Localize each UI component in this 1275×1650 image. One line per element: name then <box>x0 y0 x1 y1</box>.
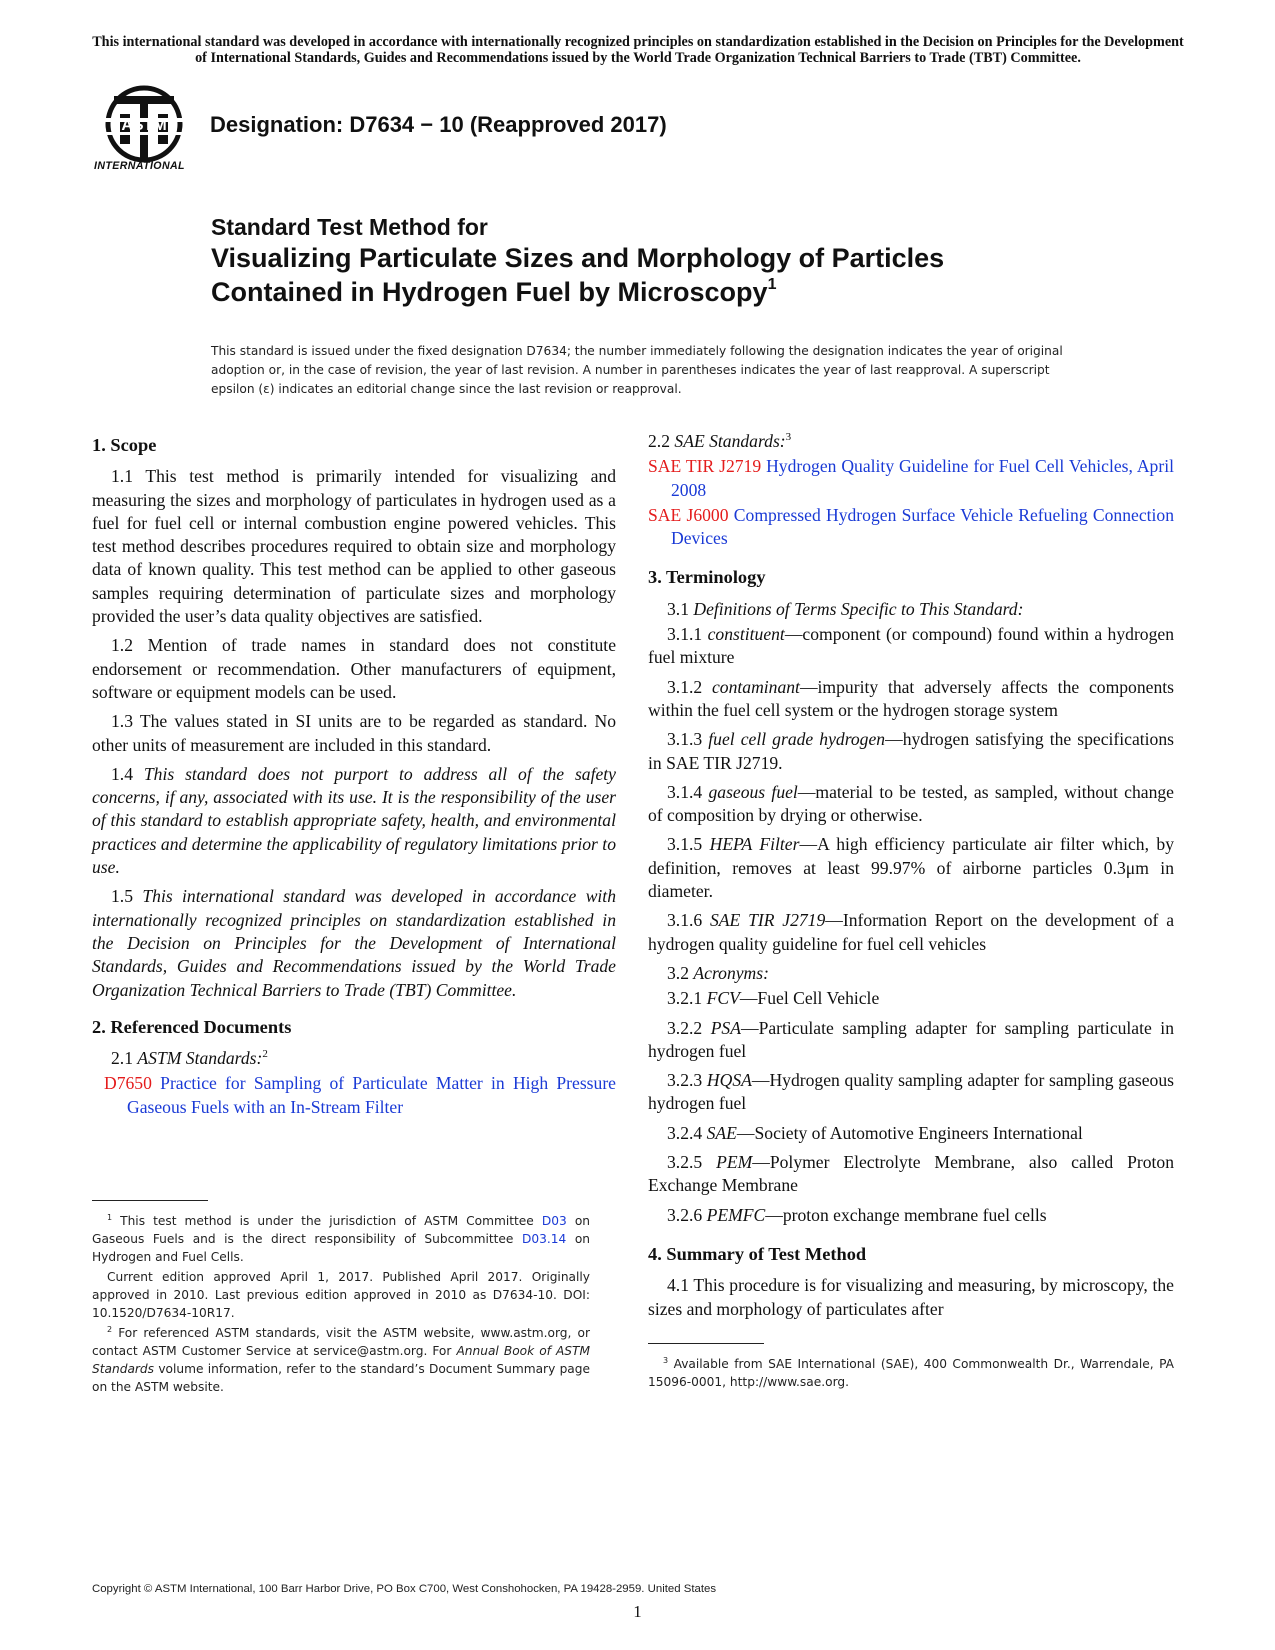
footnote-1-edition: Current edition approved April 1, 2017. Published April 2017. Originally approved in 2010. Last previous edition approved in 2010 as D7634-10. DOI: 10.1520/D7634-10R17. <box>92 1270 590 1320</box>
logo-wordmark: ASTM <box>121 117 167 134</box>
ref-sae-j6000[interactable]: SAE J6000 Compressed Hydrogen Surface Vehicle Refueling Connection Devices <box>648 504 1174 549</box>
acronyms-label: 3.2 Acronyms: <box>667 962 769 983</box>
footnote-1: $^1$ This test method is under the jurisdiction of ASTM Committee D03 on Gaseous Fuels and is the direct responsibility of Subcommittee D03.14 on Hydrogen and Fuel Cells. <box>92 1213 591 1264</box>
footnotes-right <box>648 1355 1174 1393</box>
para-1-4: 1.4 This standard does not purport to address all of the safety concerns, if any, associated with its use. It is the responsibility of the user of this standard to establish appropriate safety, health, and environmental practices and determine the applicability of regulatory limitations prior to use. <box>92 763 616 878</box>
designation: Designation: D7634 − 10 (Reapproved 2017) <box>210 112 667 137</box>
logo-caption: INTERNATIONAL <box>94 160 185 172</box>
section-scope-heading: 1. Scope <box>92 435 157 455</box>
ref-d7650-code: D7650 <box>104 1073 152 1094</box>
link-d03-14[interactable]: D03.14 <box>521 1232 567 1246</box>
para-1-2: 1.2 Mention of trade names in standard does not constitute endorsement or recommendation. Other manufacturers of equipment, software or equipment models can be used. <box>92 635 616 702</box>
document-title <box>211 213 944 309</box>
footnotes-left <box>92 1212 590 1398</box>
title-line2: Visualizing Particulate Sizes and Morphology of Particles <box>211 243 945 273</box>
section-referenced-docs-heading: 2. Referenced Documents <box>92 1016 292 1037</box>
ref-sae-j6000-link[interactable]: Compressed Hydrogen Surface Vehicle Refueling Connection Devices <box>671 504 1174 549</box>
term-item: 3.1.5 HEPA Filter—A high efficiency particulate air filter which, by definition, removes at least 99.97% of airborne particles 0.3μm in diameter. <box>648 834 1174 902</box>
para-1-1: 1.1 This test method is primarily intended for visualizing and measuring the sizes and morphology of particulates in hydrogen used as a fuel for fuel cell or internal combustion engine powered vehicles. This test method describes procedures required to obtain size and morphology data of known quality. This test method can be applied to other gaseous samples requiring determination of particulate sizes and morphology provided the user’s data quality objectives are satisfied. <box>92 466 616 627</box>
title-line1: Standard Test Method for <box>211 214 488 240</box>
acronyms-list <box>648 987 1174 1227</box>
left-column <box>92 434 616 1121</box>
top-notice: This international standard was developed in accordance with internationally recognized principles on standardization established in the Decision on Principles for the Development of International Standards, Guides and Recommendations issued by the World Trade Organization Technical Barriers to Trade (TBT) Committee. <box>92 34 1184 66</box>
page-number: 1 <box>633 1602 642 1621</box>
definitions-label: 3.1 Definitions of Terms Specific to This Standard: <box>667 598 1024 619</box>
title-line3: Contained in Hydrogen Fuel by Microscopy$^1$ <box>211 276 777 307</box>
acronym-item: 3.2.3 HQSA—Hydrogen quality sampling adapter for sampling gaseous hydrogen fuel <box>648 1070 1174 1114</box>
footnote-rule-right <box>648 1343 764 1344</box>
term-item: 3.1.3 fuel cell grade hydrogen—hydrogen satisfying the specifications in SAE TIR J2719. <box>648 729 1174 773</box>
link-d03[interactable]: D03 <box>541 1214 567 1228</box>
para-4-1: 4.1 This procedure is for visualizing and measuring, by microscopy, the sizes and morphology of particulates after <box>648 1275 1174 1319</box>
title-footnote-mark: 1 <box>767 276 777 293</box>
para-1-3: 1.3 The values stated in SI units are to be regarded as standard. No other units of measurement are included in this standard. <box>92 711 616 755</box>
right-column <box>648 430 1174 1327</box>
acronym-item: 3.2.1 FCV—Fuel Cell Vehicle <box>667 988 880 1009</box>
ref-d7650[interactable] <box>92 1072 616 1119</box>
ref-d7650-link[interactable]: Practice for Sampling of Particulate Matter in High Pressure Gaseous Fuels with an In-Stream Filter <box>127 1073 616 1117</box>
term-item: 3.1.2 contaminant—impurity that adversely affects the components within the fuel cell system or the hydrogen storage system <box>648 676 1174 720</box>
astm-standards-label: 2.1 ASTM Standards:$^2$ <box>111 1048 268 1069</box>
footnote-3: $^3$ Available from SAE International (SAE), 400 Commonwealth Dr., Warrendale, PA 15096-0001, http://www.sae.org. <box>648 1356 1174 1389</box>
footnote-rule-left <box>92 1200 208 1201</box>
ref-sae-j2719-link[interactable]: Hydrogen Quality Guideline for Fuel Cell Vehicles, April 2008 <box>671 456 1174 500</box>
term-item: 3.1.4 gaseous fuel—material to be tested, as sampled, without change of composition by drying or otherwise. <box>648 781 1174 826</box>
issued-note: This standard is issued under the fixed designation D7634; the number immediately following the designation indicates the year of original adoption or, in the case of revision, the year of last revision. A number in parentheses indicates the year of last reapproval. A superscript epsilon (ε) indicates an editorial change since the last revision or reapproval. <box>211 344 1063 396</box>
acronym-item: 3.2.2 PSA—Particulate sampling adapter for sampling particulate in hydrogen fuel <box>648 1017 1174 1061</box>
term-item: 3.1.6 SAE TIR J2719—Information Report on the development of a hydrogen quality guideline for fuel cell vehicles <box>648 910 1175 954</box>
footnote-2: $^2$ For referenced ASTM standards, visit the ASTM website, www.astm.org, or contact ASTM Customer Service at service@astm.org. For Annual Book of ASTM Standards volume information, refer to the standard’s Document Summary page on the ASTM website. <box>92 1325 591 1394</box>
section-terminology-heading: 3. Terminology <box>648 567 766 588</box>
copyright: Copyright © ASTM International, 100 Barr Harbor Drive, PO Box C700, West Conshohocken, PA 19428-2959. United States <box>92 1583 717 1595</box>
acronym-item: 3.2.4 SAE—Society of Automotive Engineers International <box>667 1122 1083 1143</box>
term-item: 3.1.1 constituent—component (or compound) found within a hydrogen fuel mixture <box>648 624 1174 668</box>
terms-list <box>648 623 1174 956</box>
ref-sae-j2719[interactable]: SAE TIR J2719 Hydrogen Quality Guideline for Fuel Cell Vehicles, April 2008 <box>648 456 1174 500</box>
acronym-item: 3.2.5 PEM—Polymer Electrolyte Membrane, also called Proton Exchange Membrane <box>648 1152 1174 1196</box>
acronym-item: 3.2.6 PEMFC—proton exchange membrane fuel cells <box>667 1204 1047 1225</box>
section-summary-heading: 4. Summary of Test Method <box>648 1243 867 1264</box>
sae-standards-label: 2.2 SAE Standards:$^3$ <box>648 431 792 451</box>
para-1-5: 1.5 This international standard was developed in accordance with internationally recognized principles on standardization established in the Decision on Principles for the Development of International Standards, Guides and Recommendations issued by the World Trade Organization Technical Barriers to Trade (TBT) Committee. <box>92 886 616 1000</box>
